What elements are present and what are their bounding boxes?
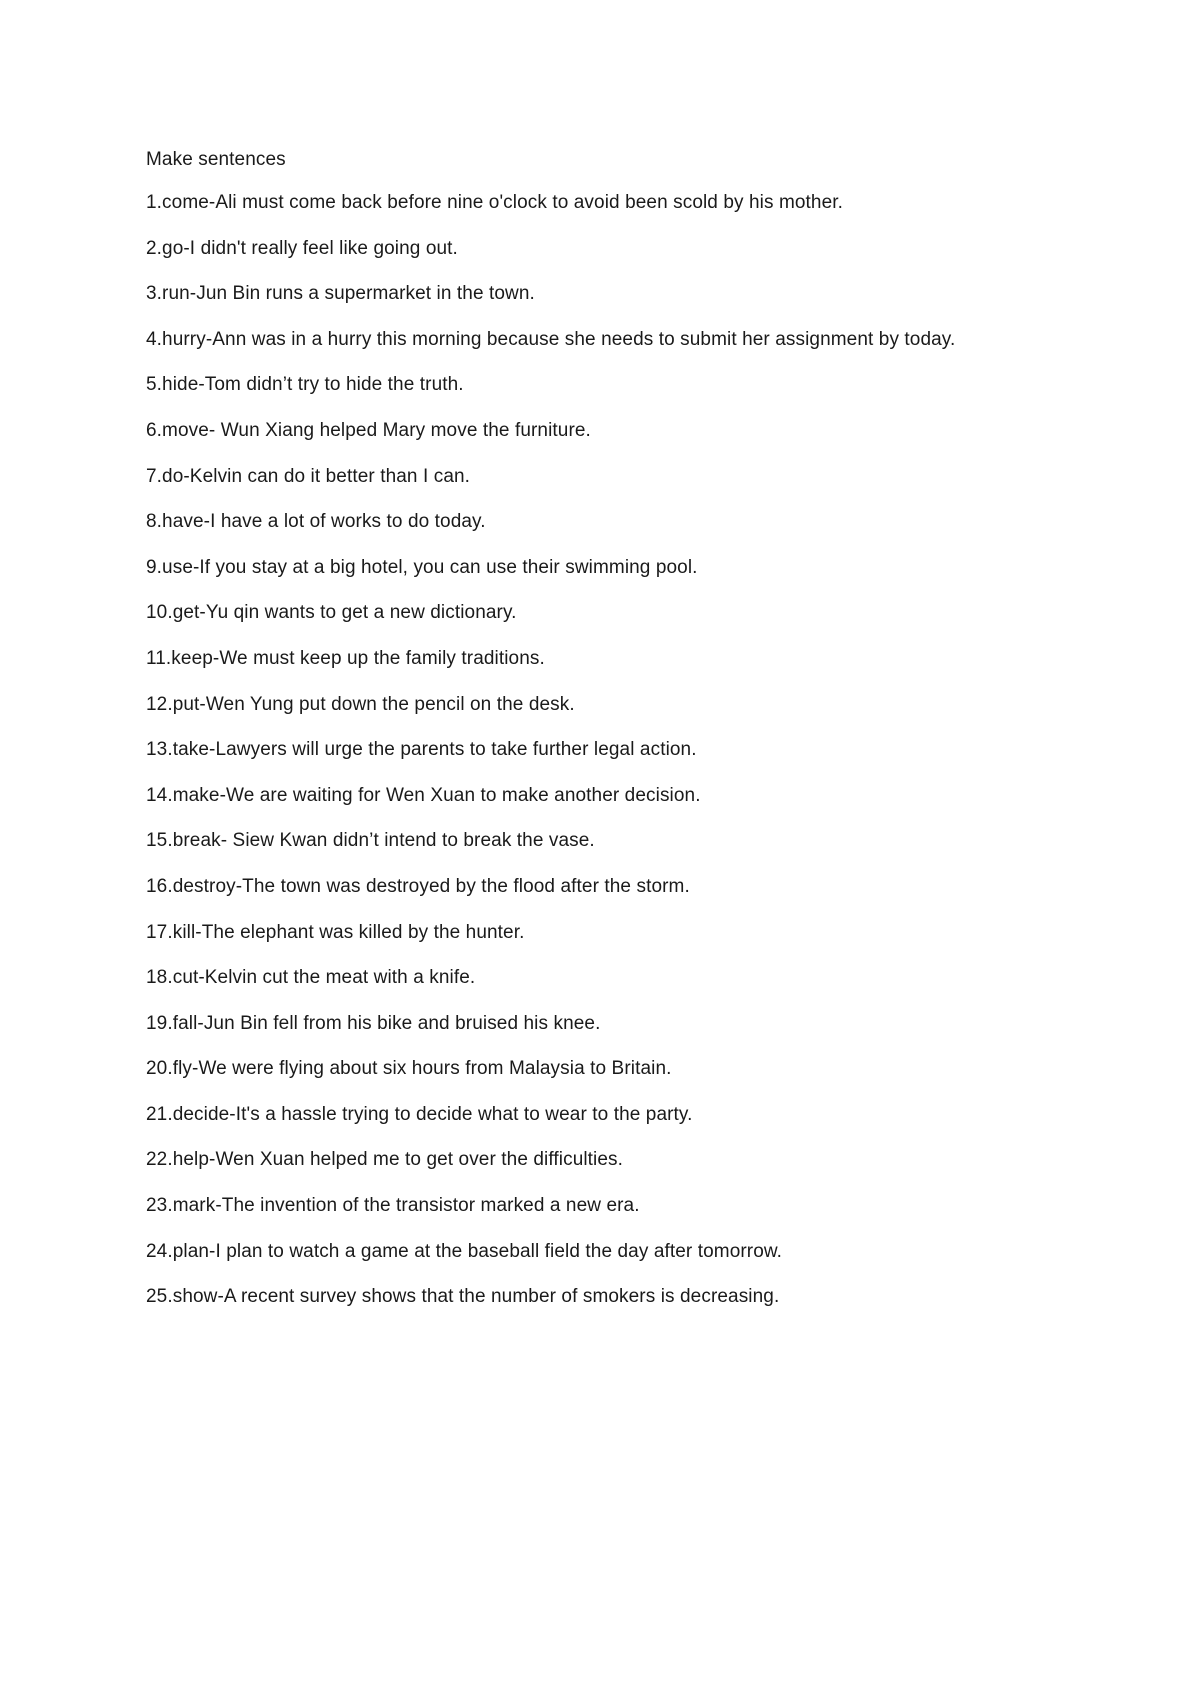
sentence-item: 5.hide-Tom didn’t try to hide the truth. [146,374,464,396]
sentence-list [146,192,1106,1332]
sentence-item: 8.have-I have a lot of works to do today. [146,511,486,533]
sentence-item: 6.move- Wun Xiang helped Mary move the furniture. [146,419,591,441]
sentence-item: 20.fly-We were flying about six hours from Malaysia to Britain. [146,1058,672,1080]
sentence-item: 19.fall-Jun Bin fell from his bike and bruised his knee. [146,1012,601,1034]
sentence-item: 17.kill-The elephant was killed by the hunter. [146,921,525,943]
sentence-item: 9.use-If you stay at a big hotel, you can use their swimming pool. [146,556,698,578]
sentence-item: 10.get-Yu qin wants to get a new dictionary. [146,602,517,624]
sentence-item: 14.make-We are waiting for Wen Xuan to make another decision. [146,784,701,806]
sentence-item: 22.help-Wen Xuan helped me to get over the difficulties. [146,1149,624,1171]
sentence-item: 15.break- Siew Kwan didn’t intend to break the vase. [146,830,595,852]
sentence-item: 16.destroy-The town was destroyed by the flood after the storm. [146,875,690,897]
sentence-item: 24.plan-I plan to watch a game at the baseball field the day after tomorrow. [146,1240,783,1262]
document-title: Make sentences [146,149,286,170]
sentence-item: 1.come-Ali must come back before nine o'clock to avoid been scold by his mother. [146,192,844,213]
sentence-item: 12.put-Wen Yung put down the pencil on the desk. [146,693,575,715]
sentence-item: 23.mark-The invention of the transistor marked a new era. [146,1195,640,1217]
sentence-item: 7.do-Kelvin can do it better than I can. [146,465,471,487]
sentence-item: 13.take-Lawyers will urge the parents to take further legal action. [146,739,697,761]
sentence-item: 21.decide-It's a hassle trying to decide what to wear to the party. [146,1103,693,1125]
document-body [146,146,1106,1332]
sentence-item: 25.show-A recent survey shows that the number of smokers is decreasing. [146,1286,780,1308]
sentence-item: 3.run-Jun Bin runs a supermarket in the town. [146,283,535,305]
sentence-item: 11.keep-We must keep up the family traditions. [146,647,545,669]
sentence-item: 18.cut-Kelvin cut the meat with a knife. [146,967,476,989]
sentence-item: 4.hurry-Ann was in a hurry this morning because she needs to submit her assignment by today. [146,328,956,350]
sentence-item: 2.go-I didn't really feel like going out. [146,237,458,259]
